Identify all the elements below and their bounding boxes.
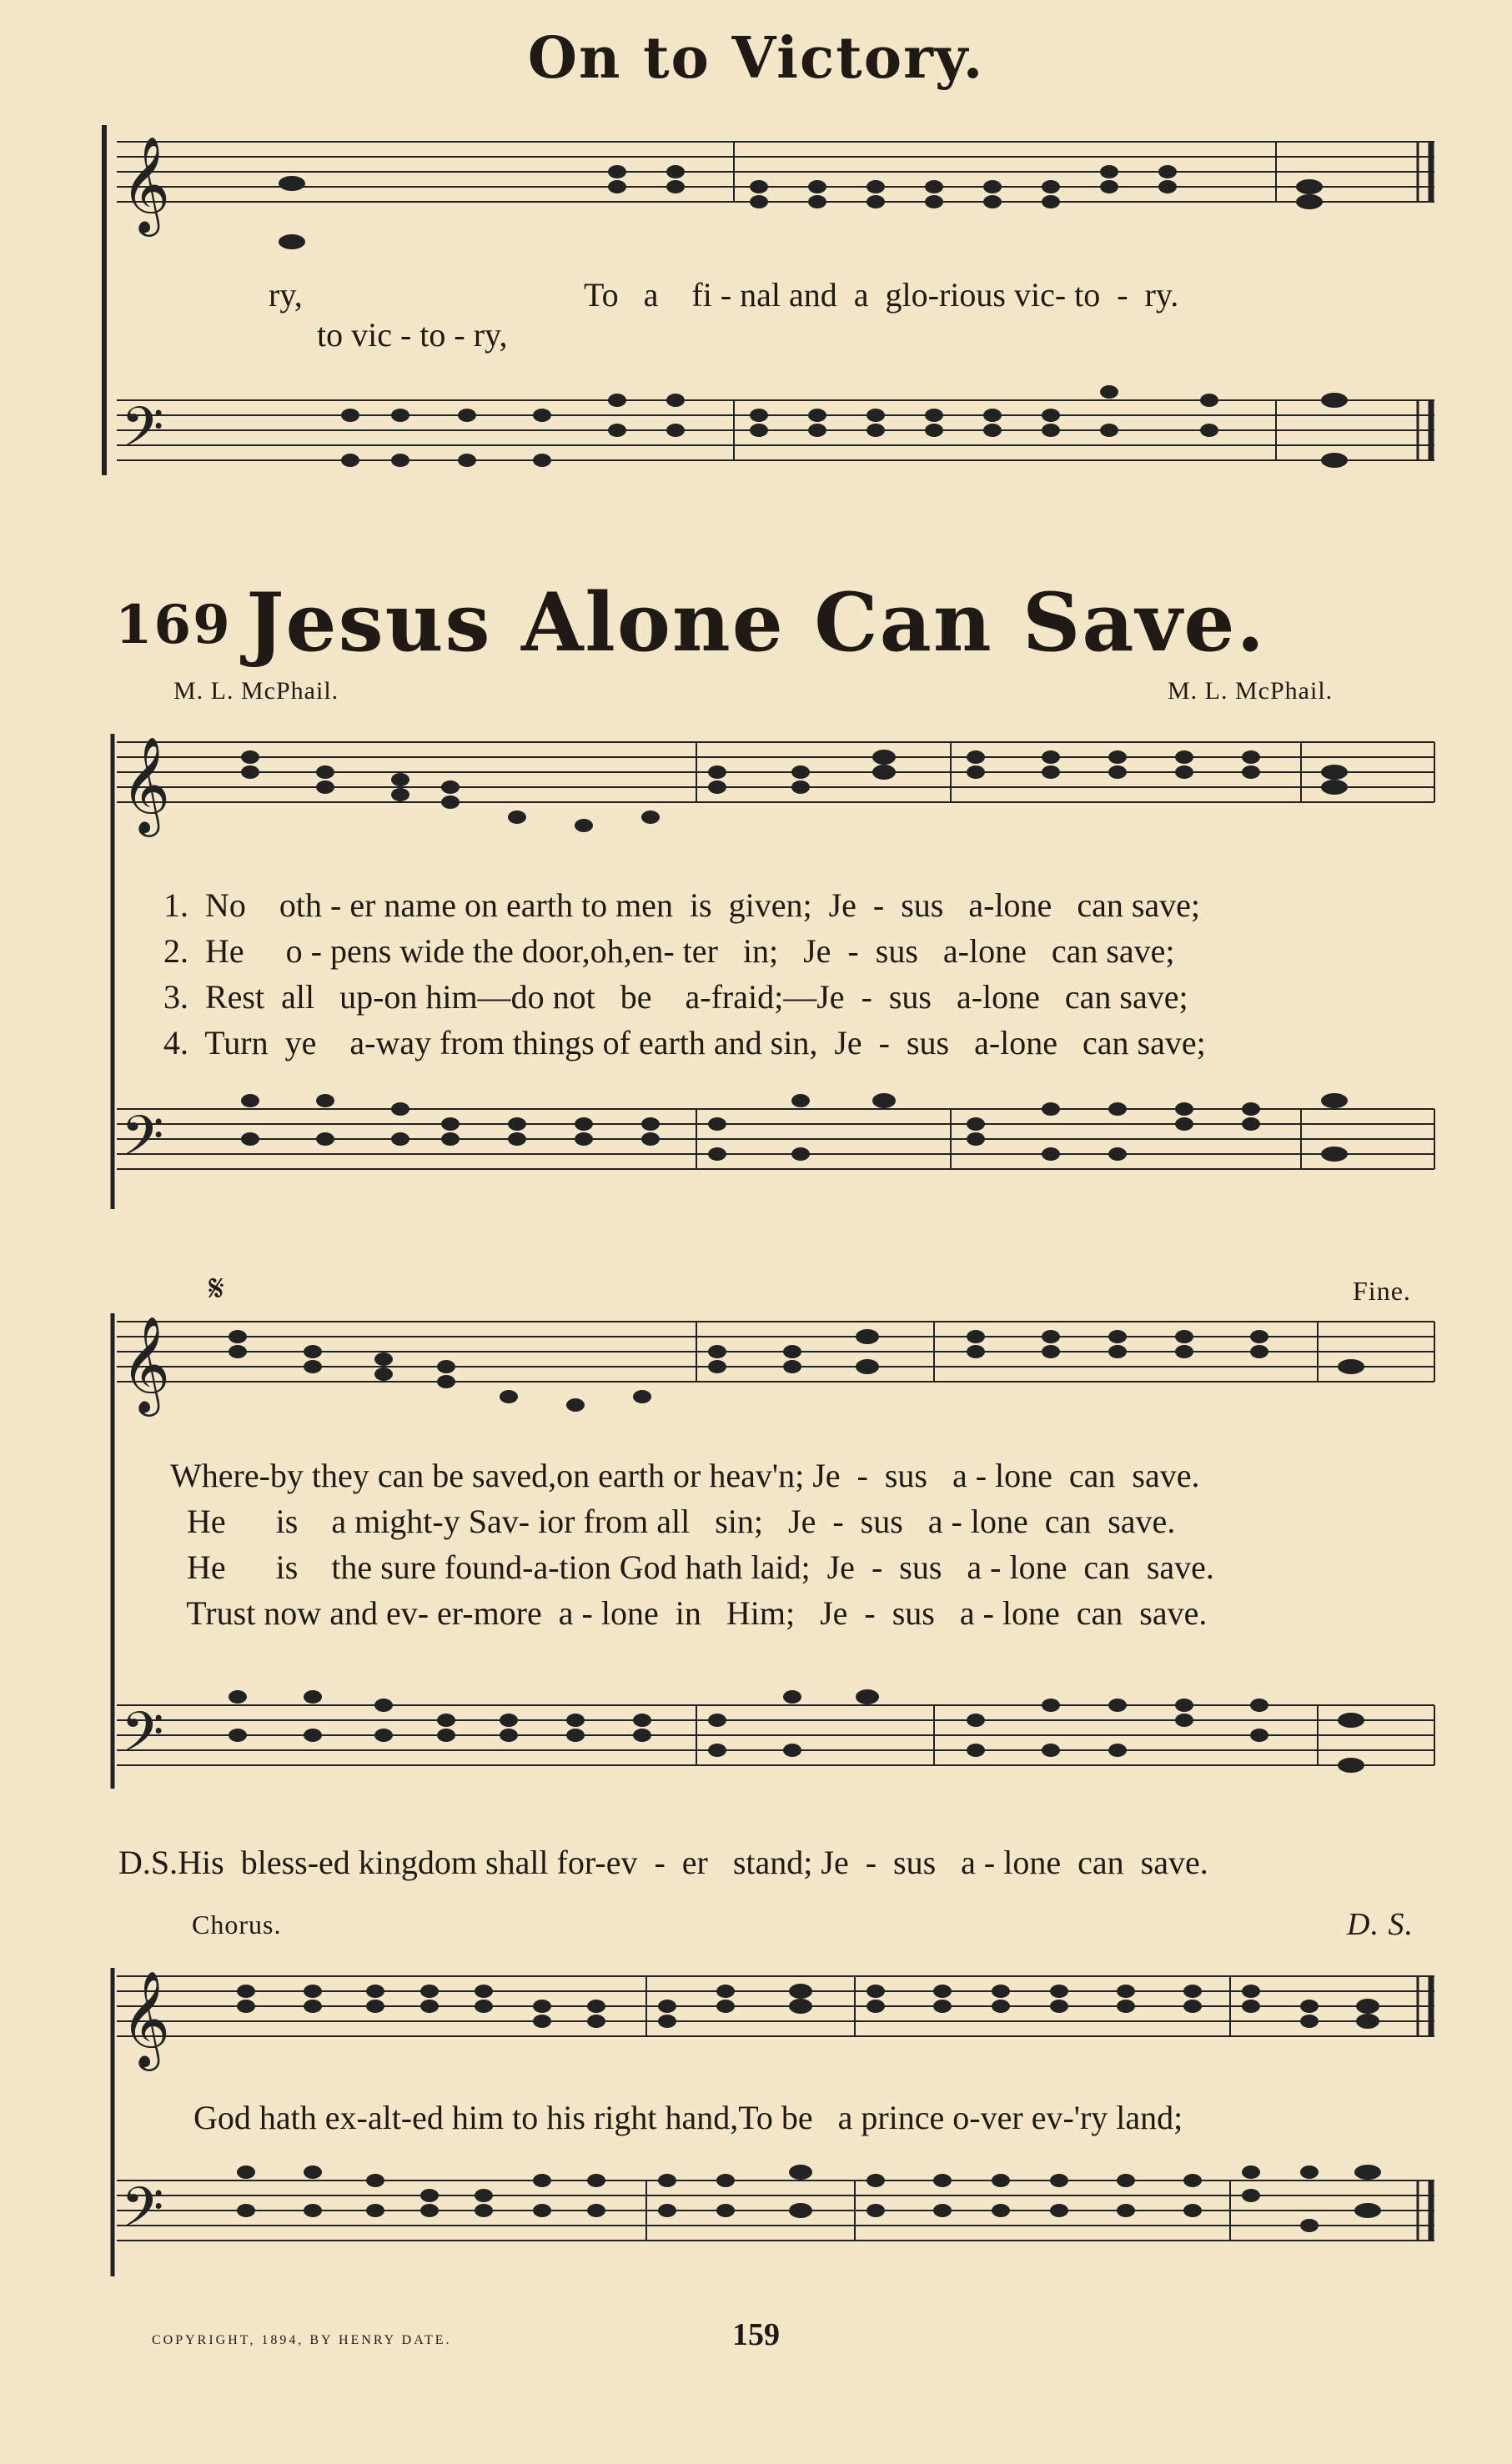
svg-text:𝄢: 𝄢 — [121, 2175, 164, 2253]
copyright-notice: COPYRIGHT, 1894, BY HENRY DATE. — [152, 2333, 452, 2347]
verse-line-3: 3. Rest all up-on him—do not be a-fraid;—Je - sus a-lone can save; — [163, 978, 1188, 1016]
ds-lyric-line: D.S.His bless-ed kingdom shall for-ev - er stand; Je - sus a - lone can save. — [118, 1844, 1208, 1881]
prev-lyric-line-1b: To a fi - nal and a glo-rious vic- to - ry. — [584, 276, 1179, 314]
svg-text:𝄢: 𝄢 — [121, 395, 164, 473]
system2-bass-staff — [100, 1697, 1451, 1830]
chorus-label: Chorus. — [192, 1909, 282, 1940]
ds-label: D. S. — [1347, 1907, 1414, 1942]
chorus-bass-staff — [100, 2172, 1451, 2306]
system1-treble-staff — [100, 734, 1451, 901]
refrain-line-3: He is the sure found-a-tion God hath laid; Je - sus a - lone can save. — [170, 1548, 1214, 1586]
system1-bass-staff — [100, 1101, 1451, 1217]
verse-line-2: 2. He o - pens wide the door,oh,en- ter in; Je - sus a-lone can save; — [163, 932, 1175, 970]
segno-sign: 𝄋 — [208, 1268, 225, 1309]
refrain-line-1: Where-by they can be saved,on earth or heav'n; Je - sus a - lone can save. — [170, 1457, 1200, 1494]
hymn-number: 169 — [115, 594, 232, 656]
verse-line-1: 1. No oth - er name on earth to men is given; Je - sus a-lone can save; — [163, 886, 1201, 924]
svg-text:𝄢: 𝄢 — [121, 1104, 164, 1182]
music-credit: M. L. McPhail. — [1168, 677, 1334, 705]
svg-text:𝄢: 𝄢 — [121, 1700, 164, 1778]
words-credit: M. L. McPhail. — [173, 677, 339, 705]
refrain-line-2: He is a might-y Sav- ior from all sin; Je - sus a - lone can save. — [170, 1503, 1176, 1540]
refrain-line-4: Trust now and ev- er-more a - lone in Him; Je - sus a - lone can save. — [170, 1594, 1208, 1632]
chorus-treble-staff — [100, 1968, 1451, 2085]
page-number: 159 — [732, 2317, 780, 2352]
system2-treble-staff — [100, 1313, 1451, 1438]
prev-lyric-line-1a: ry, — [269, 276, 303, 314]
svg-text:𝄞: 𝄞 — [121, 1970, 171, 2067]
prev-lyric-line-2: to vic - to - ry, — [317, 316, 508, 354]
verse-line-4: 4. Turn ye a-way from things of earth and sin, Je - sus a-lone can save; — [163, 1024, 1206, 1061]
prev-hymn-title: On to Victory. — [527, 25, 985, 92]
svg-text:𝄞: 𝄞 — [121, 135, 171, 233]
prev-bass-staff — [100, 392, 1451, 500]
svg-text:𝄞: 𝄞 — [121, 1315, 171, 1413]
chorus-lyric-line: God hath ex-alt-ed him to his right hand,To be a prince o-ver ev-'ry land; — [193, 2099, 1183, 2136]
hymn-title: Jesus Alone Can Save. — [246, 575, 1266, 670]
prev-treble-staff — [100, 133, 1451, 275]
svg-text:𝄞: 𝄞 — [121, 735, 171, 833]
fine-label: Fine. — [1353, 1276, 1411, 1306]
